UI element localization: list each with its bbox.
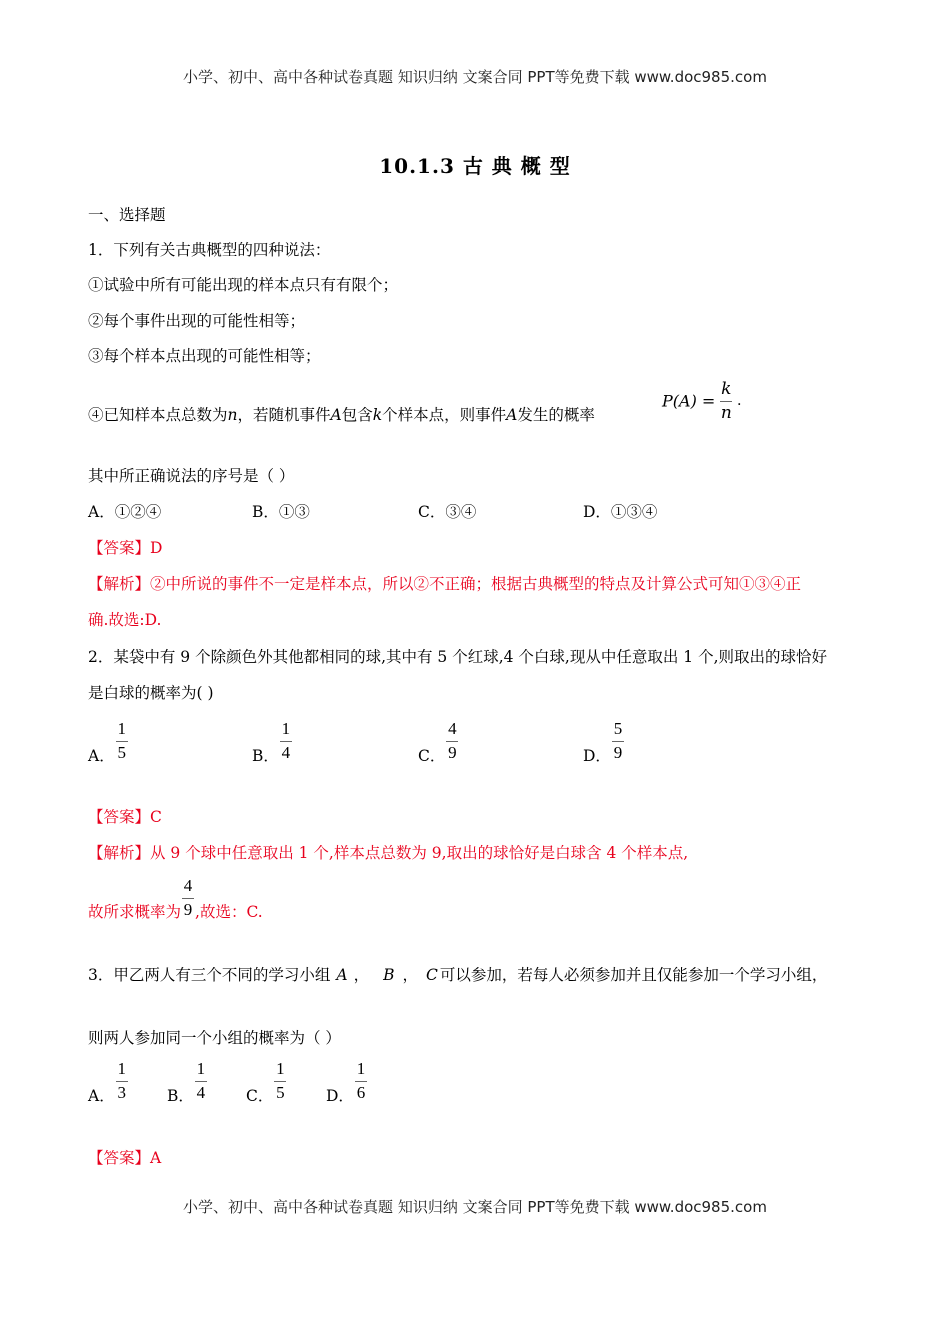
q1-analysis-line1: 【解析】②中所说的事件不一定是样本点，所以②不正确；根据古典概型的特点及计算公式可知①③④正 bbox=[88, 575, 802, 593]
q1-option-a: A．①②④ bbox=[88, 503, 162, 521]
q3-answer: 【答案】A bbox=[88, 1149, 162, 1167]
q2-option-c: C． $\frac{4}{9}$ bbox=[418, 719, 457, 765]
q1-analysis-line2: 确.故选:D. bbox=[88, 611, 162, 629]
q3-stem-line1: 3．甲乙两人有三个不同的学习小组 A ， B ， C 可以参加，若每人必须参加并且仅能参加一个学习小组， bbox=[88, 966, 828, 984]
q1-option-b: B．①③ bbox=[252, 503, 310, 521]
q1-statement-1: ①试验中所有可能出现的样本点只有有限个； bbox=[88, 276, 399, 294]
q1-option-d: D．①③④ bbox=[583, 503, 658, 521]
page-footer: 小学、初中、高中各种试卷真题 知识归纳 文案合同 PPT等免费下载 www.doc985.com bbox=[183, 1198, 767, 1216]
q2-analysis-line2: 故所求概率为 $\frac{4}{9}$ ,故选：C. bbox=[88, 876, 263, 921]
q1-formula-fraction: $\frac{k}{n}$ bbox=[720, 379, 732, 423]
q1-stem: 1．下列有关古典概型的四种说法： bbox=[88, 241, 331, 259]
q2-stem-line1: 2．某袋中有 9 个除颜色外其他都相同的球,其中有 5 个红球,4 个白球,现从中任意取出 1 个,则取出的球恰好 bbox=[88, 648, 828, 666]
q3-option-d: D． $\frac{1}{6}$ bbox=[326, 1059, 366, 1105]
q1-statement-4: ④已知样本点总数为n，若随机事件A包含k个样本点，则事件A发生的概率 bbox=[88, 406, 595, 424]
q2-option-d: D． $\frac{5}{9}$ bbox=[583, 719, 623, 765]
q1-statement-2: ②每个事件出现的可能性相等； bbox=[88, 312, 306, 330]
q2-analysis-line1: 【解析】从 9 个球中任意取出 1 个,样本点总数为 9,取出的球恰好是白球含 4 个样本点, bbox=[88, 844, 689, 862]
q2-answer: 【答案】C bbox=[88, 808, 162, 826]
page-header: 小学、初中、高中各种试卷真题 知识归纳 文案合同 PPT等免费下载 www.doc985.com bbox=[183, 68, 767, 86]
section-heading: 一、选择题 bbox=[88, 206, 166, 224]
q2-option-a: A． $\frac{1}{5}$ bbox=[88, 719, 126, 765]
q1-statement-3: ③每个样本点出现的可能性相等； bbox=[88, 347, 321, 365]
page-title: 10.1.3 古 典 概 型 bbox=[379, 154, 571, 178]
q2-option-b: B． $\frac{1}{4}$ bbox=[252, 719, 291, 765]
q1-probability-formula: P(A) = $\frac{k}{n}$ . bbox=[662, 379, 742, 423]
q3-option-c: C． $\frac{1}{5}$ bbox=[246, 1059, 285, 1105]
q3-option-b: B． $\frac{1}{4}$ bbox=[167, 1059, 206, 1105]
q1-option-c: C．③④ bbox=[418, 503, 477, 521]
q1-answer: 【答案】D bbox=[88, 539, 163, 557]
q3-option-a: A． $\frac{1}{3}$ bbox=[88, 1059, 126, 1105]
q3-stem-line2: 则两人参加同一个小组的概率为（ ） bbox=[88, 1029, 341, 1047]
q2-stem-line2: 是白球的概率为( ) bbox=[88, 684, 214, 702]
q1-ask: 其中所正确说法的序号是（ ） bbox=[88, 467, 295, 485]
